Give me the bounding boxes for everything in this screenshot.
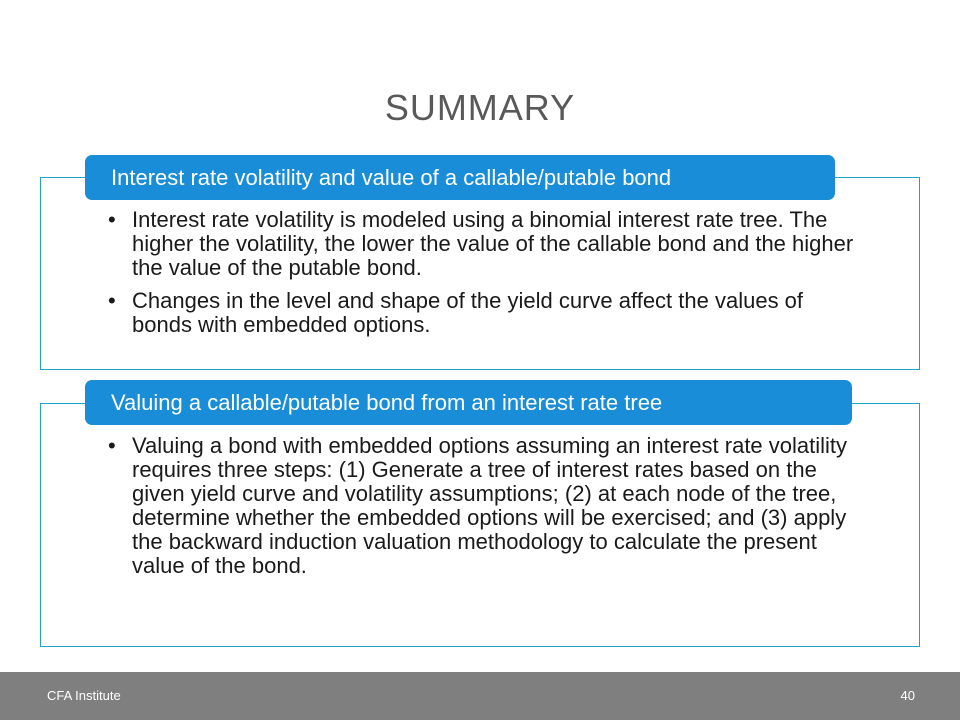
page-number: 40 bbox=[900, 688, 915, 703]
bullet-item: • Valuing a bond with embedded options assuming an interest rate volatility requires three steps: (1) Generate a tree of interest rates based on the given yield curve and volatility assumptions; (2) at each node of the tree, determine whether the embedded options will be exercised; and (3) apply the backward induction valuation methodology to calculate the present value of the bond. bbox=[106, 434, 866, 578]
bullet-item: • Changes in the level and shape of the yield curve affect the values of bonds with embedded options. bbox=[106, 289, 866, 337]
slide-footer bbox=[0, 672, 960, 720]
bullet-list-volatility bbox=[106, 208, 866, 346]
bullet-list-valuation bbox=[106, 434, 866, 587]
section-heading-valuation: Valuing a callable/putable bond from an interest rate tree bbox=[85, 380, 852, 425]
section-heading-volatility: Interest rate volatility and value of a callable/putable bond bbox=[85, 155, 835, 200]
slide-title: SUMMARY bbox=[384, 87, 576, 128]
bullet-item: • Interest rate volatility is modeled using a binomial interest rate tree. The higher the volatility, the lower the value of the callable bond and the higher the value of the putable bond. bbox=[106, 208, 866, 280]
footer-organization: CFA Institute bbox=[47, 688, 121, 703]
